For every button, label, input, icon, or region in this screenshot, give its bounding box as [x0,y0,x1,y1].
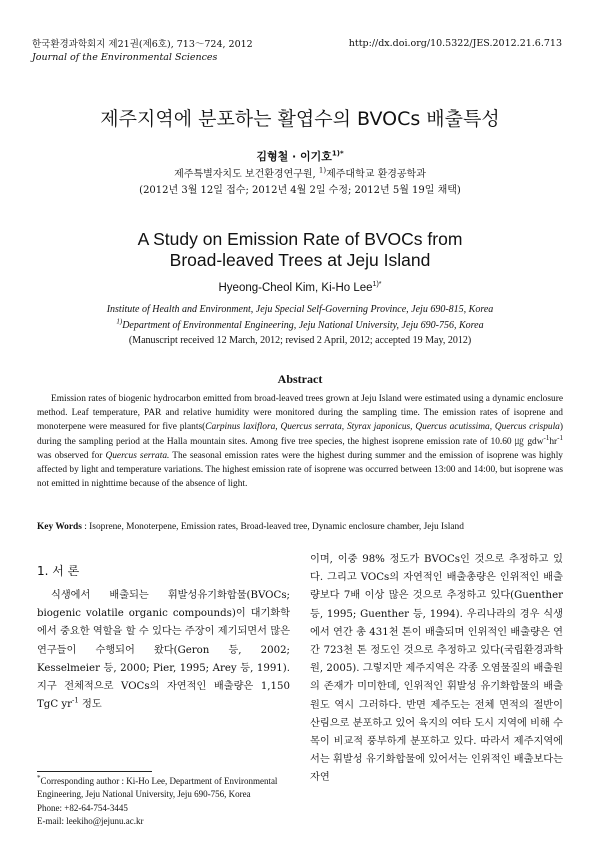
authors-korean [0,148,600,164]
abstract-heading: Abstract [277,372,323,386]
keywords-label: Key Words [37,522,82,532]
affiliation-english-2 [0,318,600,334]
section-heading-introduction: 1. 서 론 [37,564,80,578]
corresponding-author-footnote [37,775,292,829]
body-left-text-a: 식생에서 배출되는 휘발성유기화합물(BVOCs; biogenic volatile organic compounds)이 대기화학에서 중요한 역할을 할 수 있다는 주장이 제기되면서 많은 연구들이 수행되어 왔다(Geron 등, 2002; Kesselmeier 등, 2000; Pier, 1995; Arey 등, 1991). 지구 전체적으로 VOCs의 자연적인 배출량은 1,150 TgC yr [37,590,290,711]
footnote-email[interactable]: E-mail: leekiho@jejunu.ac.kr [37,816,144,827]
affiliation-korean-b: 제주대학교 환경공학과 [326,169,426,180]
abstract-species-list: Carpinus laxiflora, Quercus serrata, Styrax japonicus, Quercus acutissima, Quercus crispula [205,422,560,433]
doi-link[interactable]: http://dx.doi.org/10.5322/JES.2012.21.6.713 [348,38,562,49]
footnote-divider [37,771,152,772]
abstract-species-serrata: Quercus serrata. [105,450,170,461]
affiliation-korean-a: 제주특별자치도 보건환경연구원, [174,169,319,180]
body-left-sup: -1 [71,696,79,705]
dates-english: (Manuscript received 12 March, 2012; revised 2 April, 2012; accepted 19 May, 2012) [128,335,472,346]
footnote-phone: Phone: +82-64-754-3445 [37,802,128,813]
authors-korean-names: 김형철 · 이기호 [256,150,332,163]
dates-korean: (2012년 3월 12일 접수; 2012년 4월 2일 수정; 2012년 5월 19일 채택) [139,185,461,196]
abstract-p4: The seasonal emission rates were the highest during summer and the emission of isoprene was highly affected by light and temperature variations. The highest emission rate of isoprene was occurred between 13:00 and 14:00, but isoprene was not emitted in nighttime because of the absence of light. [37,450,563,490]
footnote-author-text: Corresponding author : Ki-Ho Lee, Department of Environmental Engineering, Jeju National University, Jeju 690-756, Korea [37,776,278,800]
affiliation-english [0,302,600,334]
authors-english-sup: 1)* [372,281,382,289]
title-english-line2: Broad-leaved Trees at Jeju Island [169,250,431,270]
affiliation-english-2-sup: 1) [116,317,123,326]
keywords-text: : Isoprene, Monoterpene, Emission rates, Broad-leaved tree, Dynamic enclosure chamber, Jeju Island [81,522,464,532]
body-right-column: 이며, 이중 98% 정도가 BVOCs인 것으로 추정하고 있다. 그리고 VOCs의 자연적인 배출총량은 인위적인 배출량보다 7배 이상 많은 것으로 추정하고 있다(Guenther 등, 1995; Guenther 등, 1994). 우리나라의 경우 식생에서 연간 총 431천 톤이 배출되며 인위적인 배출량은 연간 723천 톤 정도인 것으로 추정하고 있다(국립환경과학원, 2005). 그렇지만 제주지역은 각종 오염물질의 배출원의 존재가 미미한데, 인위적인 휘발성 유기화합물의 배출원도 역시 그러하다. 반면 제주도는 전체 면적의 절반이 산림으로 분포하고 있어 육지의 여타 도시 지역에 비해 수목이 비교적 풍부하게 분포하고 있다. 따라서 제주지역에서는 휘발성 유기화합물에 있어서는 인위적인 배출보다는 자연 [310,554,563,784]
authors-english-names: Hyeong-Cheol Kim, Ki-Ho Lee [218,282,373,294]
abstract-text [37,392,563,491]
abstract-p1: Emission rates of biogenic hydrocarbon emitted from broad-leaved trees grown at Jeju Island were estimated using a dynamic enclosure method. Leaf temperature, PAR and relative humidity were monitored during the sampling time. The emission rates of isoprene and monoterpene were measured for five plants( [37,394,563,433]
journal-header [32,38,253,64]
journal-name-en: Journal of the Environmental Sciences [32,52,218,63]
affiliation-english-1: Institute of Health and Environment, Jeju Special Self-Governing Province, Jeju 690-815, Korea [106,304,494,315]
title-english-line1: A Study on Emission Rate of BVOCs from [137,229,463,249]
body-left-text-b: 정도 [78,699,102,711]
abstract-p2: ) during the sampling period at the Halla mountain sites. Among five tree species, the highest isoprene emission rate of 10.60 ㎍ gdw [37,422,563,447]
abstract-unit-sup2: -1 [557,433,563,442]
affiliation-korean-sup: 1) [318,166,327,175]
abstract-p3: was observed for [37,450,106,461]
footnote-star: * [37,774,41,782]
title-english [0,229,600,271]
keywords [37,522,567,532]
title-korean: 제주지역에 분포하는 활엽수의 BVOCs 배출특성 [100,108,500,130]
affiliation-korean [0,165,600,180]
body-left-column [37,587,290,714]
abstract-unit-sup1: -1 [543,433,550,442]
footnote-author [37,775,292,802]
authors-english [0,282,600,294]
affiliation-english-2-text: Department of Environmental Engineering, Jeju National University, Jeju 690-756, Korea [122,320,484,331]
authors-korean-sup: 1)* [331,149,344,158]
journal-citation-ko: 한국환경과학회지 제21권(제6호), 713～724, 2012 [32,39,253,50]
abstract-unit-hr: hr [549,436,558,447]
